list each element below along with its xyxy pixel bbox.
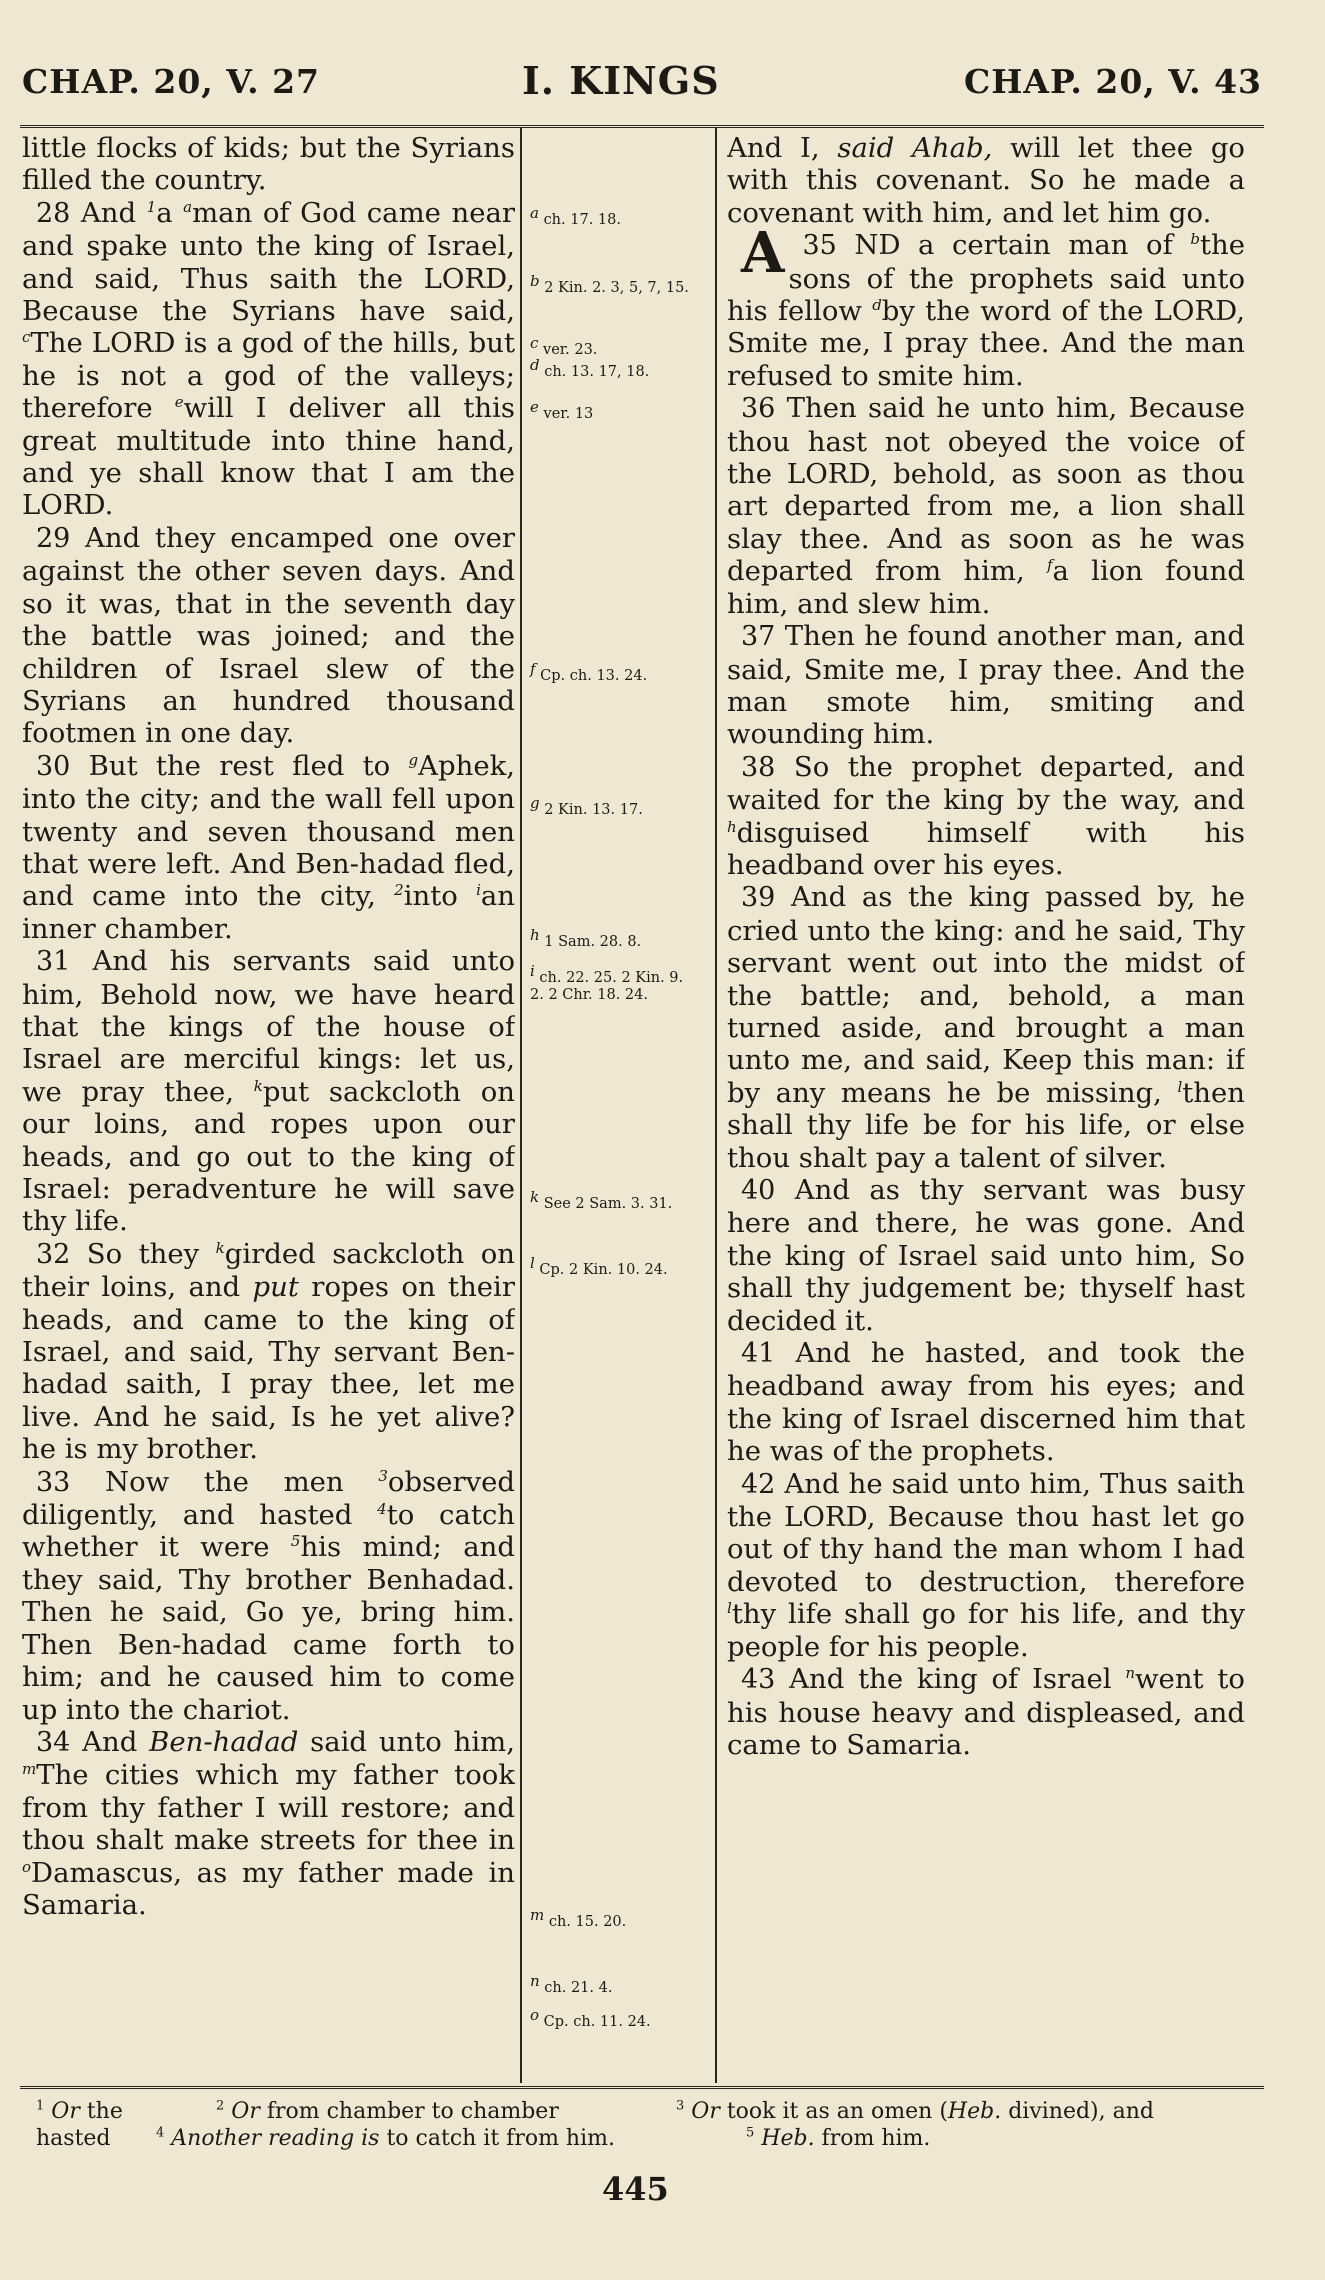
- verse-number: 38: [741, 751, 776, 783]
- cross-reference: i ch. 22. 25. 2 Kin. 9. 2. 2 Chr. 18. 24.: [530, 962, 684, 1003]
- verse-30: 30 But the rest fled to $^g$Aphek, into the city; and the wall fell upon twenty and seven thousand men that were left. And Ben-hadad fled, and came into the city, $^2$into $^i$an inner chamber.: [22, 749, 515, 945]
- verse-42: 42 And he said unto him, Thus saith the LORD, Because thou hast let go out of thy hand the man whom I had devoted to destruction, therefore $^l$thy life shall go for his life, and thy people for his people.: [727, 1467, 1245, 1663]
- drop-cap: A: [741, 220, 785, 287]
- header-rule: [20, 125, 1264, 128]
- verse-number: 42: [741, 1468, 776, 1500]
- verse-38: 38 So the prophet departed, and waited for the king by the way, and $^h$disguised himself with his headband over his eyes.: [727, 750, 1245, 881]
- verse-40: 40 And as thy servant was busy here and there, he was gone. And the king of Israel said unto him, So shall thy judgement be; thyself hast decided it.: [727, 1174, 1245, 1337]
- footnote-5: $^5$ Heb. from him.: [746, 2125, 931, 2151]
- page-number: 445: [602, 2170, 669, 2208]
- verse-number: 34: [36, 1726, 71, 1758]
- column-divider-left: [520, 128, 522, 2083]
- verse-number: 28: [36, 197, 71, 229]
- verse-27-continued: little flocks of kids; but the Syrians filled the country.: [22, 132, 515, 197]
- verse-number: 43: [741, 1664, 776, 1696]
- verse-number: 39: [741, 882, 776, 914]
- verse-number: 36: [741, 393, 776, 425]
- verse-number: 37: [741, 621, 776, 653]
- verse-28: 28 And $^1$a $^a$man of God came near and spake unto the king of Israel, and said, Thus saith the LORD, Because the Syrians have said, $^c$The LORD is a god of the hills, but he is not a god of the valleys; therefore $^e$will I deliver all this great multitude into thine hand, and ye shall know that I am the LORD.: [22, 196, 515, 522]
- header-book-title: I. KINGS: [522, 58, 720, 103]
- verse-41: 41 And he hasted, and took the headband away from his eyes; and the king of Israel discerned him that he was of the prophets.: [727, 1337, 1245, 1468]
- footnote-4: $^4$ Another reading is to catch it from him.: [156, 2125, 615, 2151]
- cross-reference: c ver. 23.: [530, 334, 598, 358]
- left-text-column: [22, 132, 515, 2077]
- verse-number: 40: [741, 1175, 776, 1206]
- verse-32: 32 So they $^k$girded sackcloth on their loins, and put ropes on their heads, and came to the king of Israel, and said, Thy servant Ben-hadad saith, I pray thee, let me live. And he said, Is he yet alive? he is my brother.: [22, 1237, 515, 1466]
- verse-39: 39 And as the king passed by, he cried unto the king: and he said, Thy servant went out into the midst of the battle; and, behold, a man turned aside, and brought a man unto me, and said, Keep this man: if by any means he be missing, $^l$then shall thy life be for his life, or else thou shalt pay a talent of silver.: [727, 881, 1245, 1174]
- verse-31: 31 And his servants said unto him, Behold now, we have heard that the kings of the house of Israel are merciful kings: let us, we pray thee, $^k$put sackcloth on our loins, and ropes upon our heads, and go out to the king of Israel: peradventure he will save thy life.: [22, 945, 515, 1238]
- verse-37: 37 Then he found another man, and said, Smite me, I pray thee. And the man smote him, smiting and wounding him.: [727, 620, 1245, 751]
- cross-reference: l Cp. 2 Kin. 10. 24.: [530, 1254, 668, 1278]
- verse-33: 33 Now the men $^3$observed diligently, and hasted $^4$to catch whether it were $^5$his mind; and they said, Thy brother Benhadad. Then he said, Go ye, bring him. Then Ben-hadad came forth to him; and he caused him to come up into the chariot.: [22, 1465, 515, 1726]
- verse-number: 31: [36, 946, 71, 978]
- footnote-2: $^2$ Or from chamber to chamber: [216, 2098, 559, 2124]
- cross-reference-margin: [530, 132, 710, 2077]
- footnote-3: $^3$ Or took it as an omen (Heb. divined), and: [676, 2098, 1154, 2124]
- cross-reference: h 1 Sam. 28. 8.: [530, 926, 642, 950]
- cross-reference: m ch. 15. 20.: [530, 1906, 627, 1930]
- verse-29: 29 And they encamped one over against the other seven days. And so it was, that in the seventh day the battle was joined; and the children of Israel slew of the Syrians an hundred thousand footmen in one day.: [22, 521, 515, 750]
- column-divider-right: [715, 128, 717, 2083]
- verse-number: 35: [802, 230, 837, 262]
- cross-reference: d ch. 13. 17, 18.: [530, 356, 650, 380]
- cross-reference: n ch. 21. 4.: [530, 1972, 613, 1996]
- header-left-ref: CHAP. 20, V. 27: [22, 62, 321, 101]
- verse-36: 36 Then said he unto him, Because thou hast not obeyed the voice of the LORD, behold, as soon as thou art departed from me, a lion shall slay thee. And as soon as he was departed from him, $^f$a lion found him, and slew him.: [727, 392, 1245, 620]
- footnote-1: $^1$ Or the hasted: [36, 2098, 123, 2151]
- cross-reference: b 2 Kin. 2. 3, 5, 7, 15.: [530, 272, 689, 296]
- cross-reference: f Cp. ch. 13. 24.: [530, 660, 648, 684]
- cross-reference: a ch. 17. 18.: [530, 204, 621, 228]
- footnote-rule: [20, 2086, 1264, 2089]
- verse-number: 30: [36, 750, 71, 782]
- verse-43: 43 And the king of Israel $^n$went to his house heavy and displeased, and came to Samaria.: [727, 1663, 1245, 1761]
- header-right-ref: CHAP. 20, V. 43: [963, 62, 1262, 101]
- verse-34-continued: And I, said Ahab, will let thee go with this covenant. So he made a covenant with him, and let him go.: [727, 132, 1245, 229]
- verse-number: 41: [741, 1338, 776, 1370]
- verse-34: 34 And Ben-hadad said unto him, $^m$The cities which my father took from thy father I will restore; and thou shalt make streets for thee in $^o$Damascus, as my father made in Samaria.: [22, 1725, 515, 1921]
- running-header: [22, 58, 1262, 112]
- verse-number: 29: [36, 522, 71, 554]
- cross-reference: g 2 Kin. 13. 17.: [530, 794, 643, 818]
- verse-35: 35 A ND a certain man of $^b$the sons of the prophets said unto his fellow $^d$by the word of the LORD, Smite me, I pray thee. And the man refused to smite him.: [727, 220, 1245, 392]
- cross-reference: k See 2 Sam. 3. 31.: [530, 1188, 673, 1212]
- verse-number: 32: [36, 1238, 71, 1270]
- right-text-column: [727, 132, 1245, 2077]
- verse-number: 33: [36, 1466, 71, 1498]
- cross-reference: o Cp. ch. 11. 24.: [530, 2006, 651, 2030]
- cross-reference: e ver. 13: [530, 398, 594, 422]
